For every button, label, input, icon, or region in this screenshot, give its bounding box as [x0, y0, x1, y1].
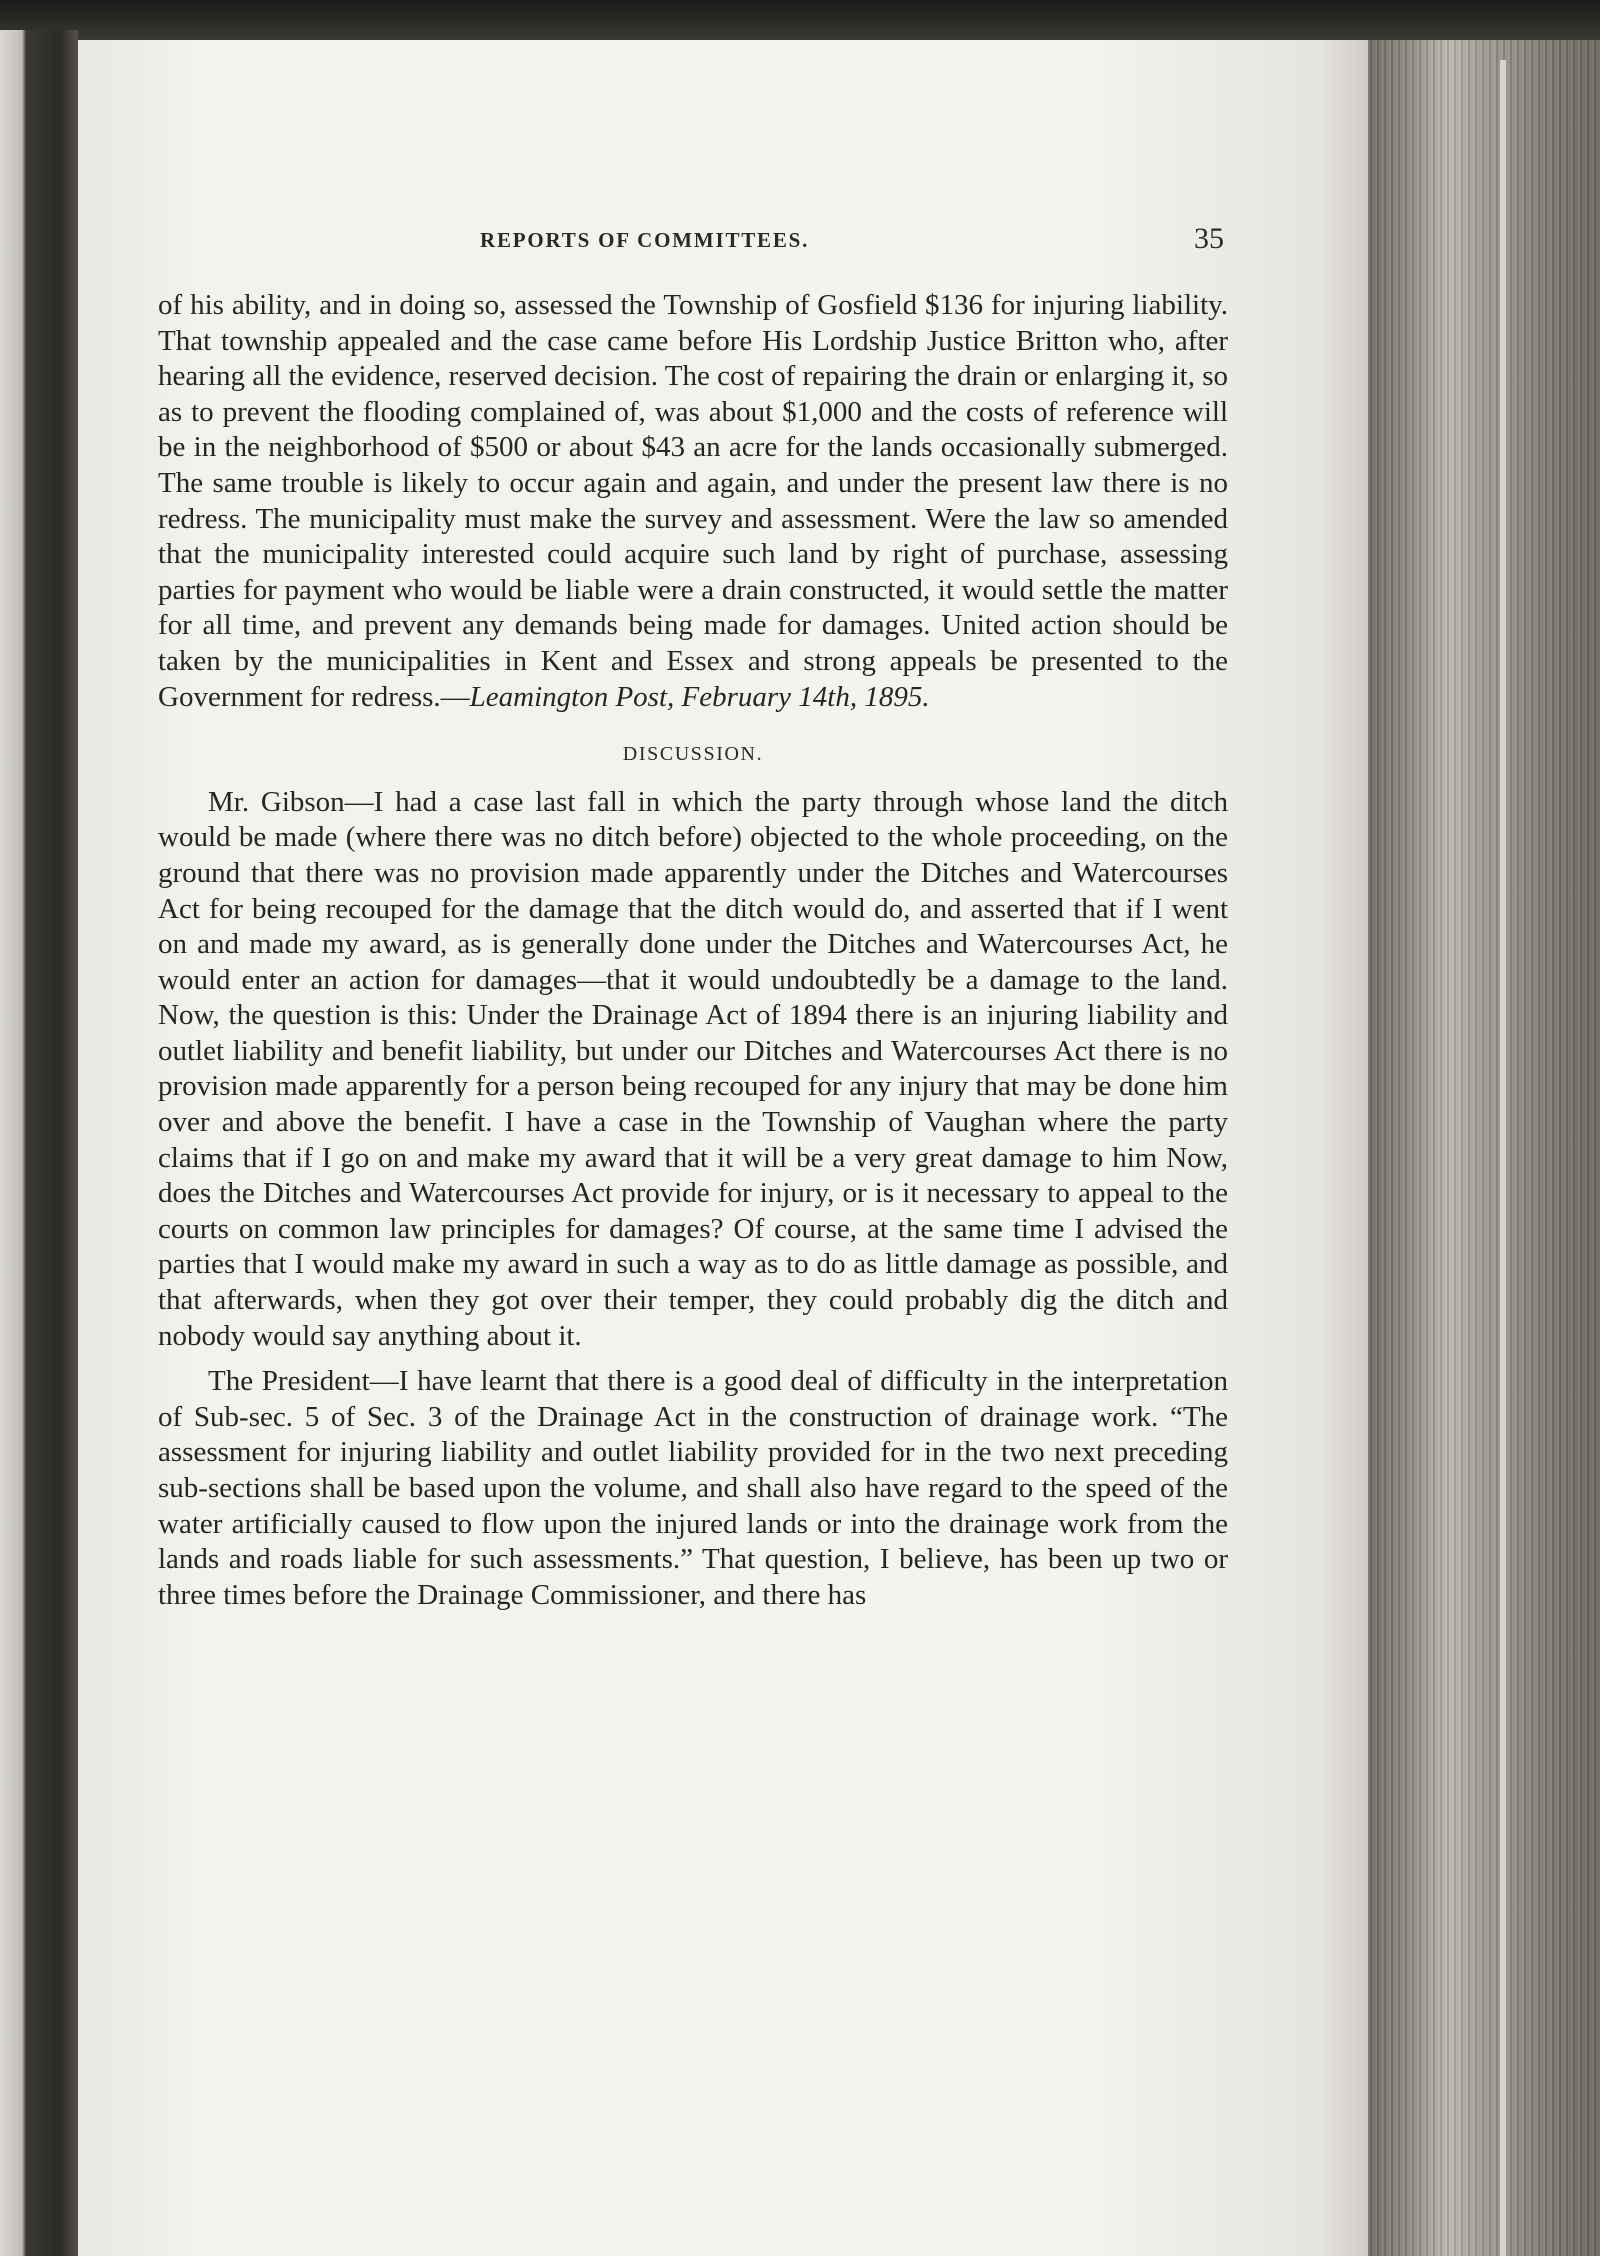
paragraph-gibson: Mr. Gibson—I had a case last fall in which the party through whose land the ditch would be made (where there was no ditch before) objected to the whole proceeding, on the ground that there was no provision made apparently under the Ditches and Watercourses Act for being recouped for the damage that the ditch would do, and asserted that if I went on and made my award, as is generally done under the Ditches and Watercourses Act, he would enter an action for damages—that it would undoubtedly be a damage to the land. Now, the question is this: Under the Drainage Act of 1894 there is an injuring liability and outlet liability and benefit liability, but under our Ditches and Watercourses Act there is no provision made apparently for a person being recouped for any injury that may be done him over and above the benefit. I have a case in the Township of Vaughan where the party claims that if I go on and make my award that it will be a very great damage to him Now, does the Ditches and Watercourses Act provide for injury, or is it necessary to appeal to the courts on common law principles for damages? Of course, at the same time I advised the parties that I would make my award in such a way as to do as little damage as possible, and that afterwards, when they got over their temper, they could probably dig the ditch and nobody would say anything about it. [158, 785, 1228, 1352]
book-spine [0, 30, 78, 2256]
running-head: REPORTS OF COMMITTEES. [480, 228, 810, 252]
scan-top-edge [0, 0, 1600, 40]
page-edges [1368, 40, 1600, 2256]
paragraph-report-text: of his ability, and in doing so, assessed the Township of Gosfield $136 for injuring liability. That township appealed and the case came before His Lordship Justice Britton who, after hearing all the evidence, reserved decision. The cost of repairing the drain or enlarging it, so as to prevent the flooding complained of, was about $1,000 and the costs of reference will be in the neighborhood of $500 or about $43 an acre for the lands occasionally submerged. The same trouble is likely to occur again and again, and under the present law there is no redress. The municipality must make the survey and assessment. Were the law so amended that the municipality interested could acquire such land by right of purchase, assessing parties for payment who would be liable were a drain constructed, it would settle the matter for all time, and prevent any demands being made for damages. United action should be taken by the municipalities in Kent and Essex and strong appeals be presented to the Government for redress.— [158, 289, 1228, 713]
page-edge-highlight [1500, 60, 1506, 2256]
paragraph-president: The President—I have learnt that there is a good deal of difficulty in the interpretation of Sub-sec. 5 of Sec. 3 of the Drainage Act in the construction of drainage work. “The assessment for injuring liability and outlet liability provided for in the two next preceding sub-sections shall be based upon the volume, and shall also have regard to the speed of the water artificially caused to flow upon the injured lands or into the drainage work from the lands and roads liable for such assessments.” That question, I believe, has been up two or three times before the Drainage Commissioner, and there has [158, 1365, 1228, 1611]
newspaper-citation: Leamington Post, February 14th, 1895. [469, 680, 930, 713]
page-number: 35 [1194, 222, 1224, 255]
page-header [160, 222, 1224, 268]
body-text [158, 288, 1228, 1613]
paragraph-report-end [158, 288, 1228, 715]
section-heading: DISCUSSION. [622, 743, 764, 766]
